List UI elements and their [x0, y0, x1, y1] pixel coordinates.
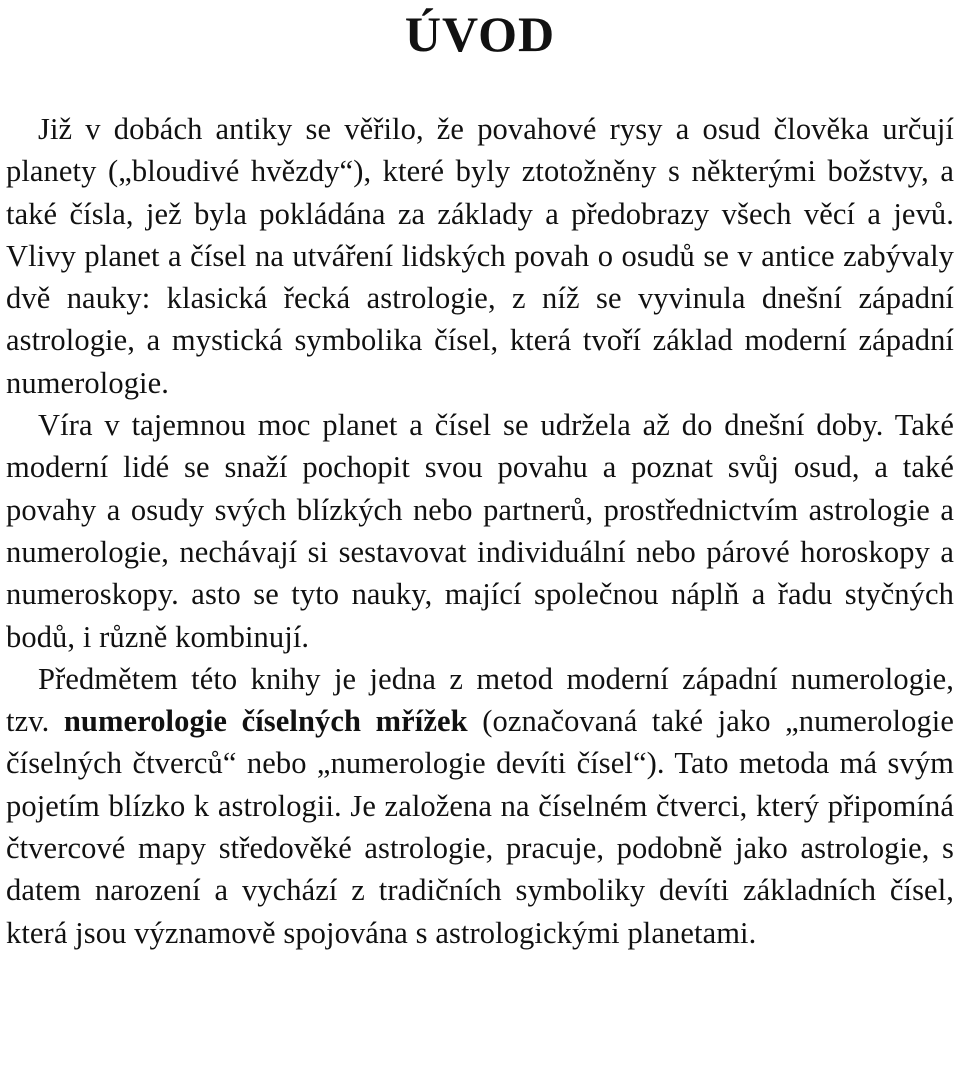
paragraph-method-start: Předmětem této knihy je jedna z metod moderní západní numerologie, tzv. [6, 661, 954, 739]
paragraph-method-end: (označovaná také jako „numerologie číselných čtverců“ nebo „numerologie devíti čísel“). Tato metoda má svým pojetím blízko k astrologii. Je založena na číselném čtverci, který připomíná čtvercové mapy středověké astrologie, pracuje, podobně jako astrologie, s datem narození a vychází z tradičních symboliky devíti základních čísel, která jsou významově spojována s astrologickými planetami. [6, 704, 955, 950]
paragraph-method [6, 658, 954, 954]
paragraph-belief: Víra v tajemnou moc planet a čísel se udržela až do dnešní doby. Také moderní lidé se snaží pochopit svou povahu a poznat svůj osud, a také povahy a osudy svých blízkých nebo partnerů, prostřednictvím astrologie a numerologie, nechávají si sestavovat individuální nebo párové horoskopy a numeroskopy. asto se tyto nauky, mající společnou náplň a řadu styčných bodů, i různě kombinují. [6, 408, 954, 654]
page-title: ÚVOD [404, 6, 556, 62]
method-name-bold: numerologie číselných mřížek [63, 704, 468, 739]
paragraph-intro: Již v dobách antiky se věřilo, že povahové rysy a osud člověka určují planety („bloudivé hvězdy“), které byly ztotožněny s některými božstvy, a také čísla, jež byla pokládána za základy a předobrazy všech věcí a jevů. Vlivy planet a čísel na utváření lidských povah o osudů se v antice zabývaly dvě nauky: klasická řecká astrologie, z níž se vyvinula dnešní západní astrologie, a mystická symbolika čísel, která tvoří základ moderní západní numerologie. [6, 112, 954, 400]
document-page [6, 0, 954, 954]
